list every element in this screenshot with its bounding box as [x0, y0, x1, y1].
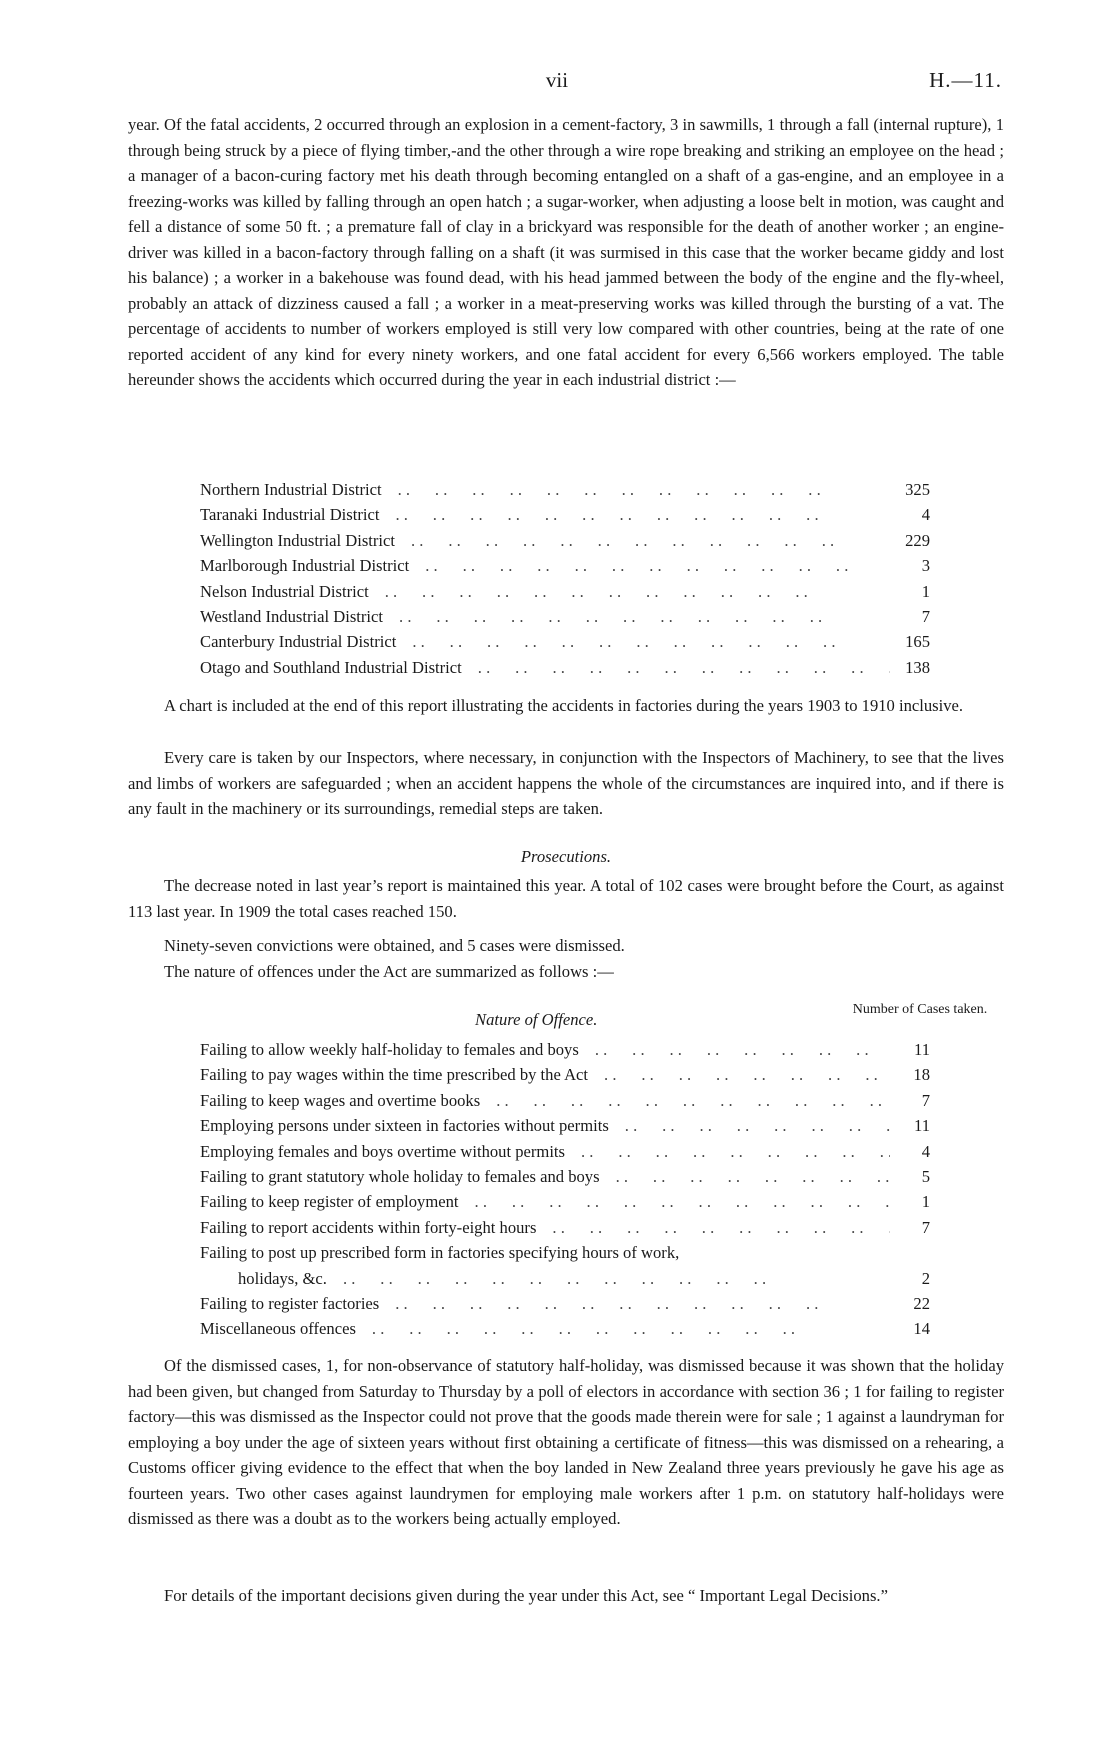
case-count: 22 [913, 1293, 930, 1313]
table-row [200, 1192, 930, 1217]
paragraph-legal-decisions [128, 1583, 1004, 1609]
table-row [200, 632, 930, 657]
prosecutions-heading: Prosecutions. [520, 847, 612, 866]
accident-count: 229 [905, 530, 930, 550]
paragraph-text: For details of the important decisions given during the year under this Act, see “ Important Legal Decisions.” [164, 1586, 888, 1605]
paragraph-text: The nature of offences under the Act are summarized as follows :— [164, 962, 614, 981]
accident-count: 4 [921, 505, 930, 525]
paragraph-text: Ninety-seven convictions were obtained, and 5 cases were dismissed. [164, 936, 625, 955]
district-name: Westland Industrial District [200, 606, 384, 626]
table-row [200, 480, 930, 505]
table-row [200, 582, 930, 607]
accident-count: 3 [921, 556, 930, 576]
district-name: Northern Industrial District [200, 480, 382, 499]
paragraph-text: Every care is taken by our Inspectors, where necessary, in conjunction with the Inspectors of Machinery, to see that the lives and limbs of workers are safeguarded ; when an accident happens the whole of the circumstances are inquired into, and if there is any fault in the machinery or its surroundings, remedial steps are taken. [128, 748, 1004, 818]
paragraph-prosecutions [128, 873, 1004, 924]
offences-table-header [200, 1000, 990, 1040]
paragraph-chart-note [128, 693, 1004, 719]
table-row [200, 1040, 930, 1065]
paragraph-text: Of the dismissed cases, 1, for non-observance of statutory half-holiday, was dismissed because it was shown that the holiday had been given, but changed from Saturday to Thursday by a poll of electors in accordance with section 36 ; 1 for failing to register factory—this was dismissed as the Inspector could not prove that the goods made therein were for sale ; 1 against a laundryman for employing a boy under the age of sixteen years without first obtaining a certificate of fitness—this was dismissed on a rehearing, a Customs officer giving evidence to the effect that when the boy landed in New Zealand three years previously he gave his age as fourteen years. Two other cases against laundrymen for employing male workers after 1 p.m. on statutory half-holidays were dismissed as there was a doubt as to the workers being actually employed. [128, 1356, 1004, 1528]
accident-count: 325 [905, 480, 930, 499]
offence-name: Miscellaneous offences [200, 1319, 356, 1339]
accident-count: 138 [905, 657, 930, 677]
case-count: 7 [921, 1217, 930, 1237]
paragraph-text: A chart is included at the end of this report illustrating the accidents in factories during the years 1903 to 1910 inclusive. [164, 696, 964, 715]
offence-name: Failing to keep wages and overtime books [200, 1090, 481, 1110]
table-row [200, 1091, 930, 1116]
paragraph-text: The decrease noted in last year’s report is maintained this year. A total of 102 cases were brought before the Court, as against 113 last year. In 1909 the total cases reached 150. [128, 876, 1004, 921]
table-row [200, 1116, 930, 1141]
offence-name: Failing to allow weekly half-holiday to females and boys [200, 1040, 579, 1059]
table-row [200, 1218, 930, 1243]
case-count: 7 [921, 1090, 930, 1110]
paragraph-summary-intro [128, 959, 1004, 985]
district-accidents-table [200, 480, 930, 683]
district-name: Otago and Southland Industrial District [200, 657, 462, 677]
offence-name: Failing to keep register of employment [200, 1192, 459, 1212]
accident-count: 165 [905, 632, 930, 652]
offence-name: Employing persons under sixteen in factories without permits [200, 1116, 609, 1136]
column-header-number: Number of Cases taken. [852, 1002, 988, 1017]
table-row-wrapped-line2 [200, 1269, 930, 1294]
case-count: 2 [921, 1268, 930, 1288]
case-count: 11 [914, 1040, 930, 1059]
accident-count: 7 [921, 606, 930, 626]
table-row [200, 505, 930, 530]
document-reference: H.—11. [929, 68, 1002, 92]
district-name: Canterbury Industrial District [200, 632, 397, 652]
offence-name: Failing to grant statutory whole holiday to females and boys [200, 1166, 600, 1186]
offence-name-continued: holidays, &c. [238, 1268, 327, 1288]
paragraph-convictions [128, 933, 1004, 959]
case-count: 5 [921, 1166, 930, 1186]
district-name: Wellington Industrial District [200, 530, 395, 550]
table-row [200, 1319, 930, 1344]
offences-table [200, 1040, 930, 1345]
case-count: 14 [913, 1319, 930, 1339]
paragraph-dismissed-cases [128, 1353, 1004, 1532]
paragraph-inspectors [128, 745, 1004, 822]
table-row [200, 1167, 930, 1192]
paragraph-fatal-accidents [128, 112, 1004, 393]
district-name: Taranaki Industrial District [200, 505, 380, 525]
paragraph-text: year. Of the fatal accidents, 2 occurred through an explosion in a cement-factory, 3 in sawmills, 1 through a fall (internal rupture), 1 through being struck by a piece of flying timber,-and the other through a wire rope breaking and striking an employee on the head ; a manager of a bacon-curing factory met his death through becoming entangled on a shaft of a gas-engine, and an employee in a freezing-works was killed by falling through an open hatch ; a sugar-worker, when adjusting a loose belt in motion, was caught and fell a distance of some 50 ft. ; a premature fall of clay in a brickyard was responsible for the death of another worker ; an engine-driver was killed in a bacon-factory through falling on a shaft (it was surmised in this case that the worker became giddy and lost his balance) ; a worker in a bakehouse was found dead, with his head jammed between the body of the engine and the fly-wheel, probably an attack of dizziness caused a fall ; a worker in a meat-preserving works was killed through the bursting of a vat. The percentage of accidents to number of workers employed is still very low compared with other countries, being at the rate of one reported accident of any kind for every ninety workers, and one fatal accident for every 6,566 workers employed. The table hereunder shows the accidents which occurred during the year in each industrial district :— [128, 115, 1004, 389]
page-number: vii [545, 68, 569, 92]
offence-name: Failing to pay wages within the time prescribed by the Act [200, 1065, 589, 1085]
case-count: 4 [921, 1141, 930, 1161]
table-row [200, 1142, 930, 1167]
case-count: 11 [914, 1116, 930, 1136]
table-row [200, 658, 930, 683]
table-row [200, 607, 930, 632]
table-row [200, 1065, 930, 1090]
column-header-nature: Nature of Offence. [475, 1010, 598, 1029]
district-name: Nelson Industrial District [200, 581, 369, 601]
table-row [200, 1294, 930, 1319]
offence-name: Failing to report accidents within forty-eight hours [200, 1217, 537, 1237]
offence-name: Failing to post up prescribed form in factories specifying hours of work, [200, 1243, 680, 1263]
district-name: Marlborough Industrial District [200, 556, 410, 576]
table-row [200, 556, 930, 581]
offence-name: Employing females and boys overtime without permits [200, 1141, 565, 1161]
table-row [200, 531, 930, 556]
case-count: 18 [913, 1065, 930, 1085]
accident-count: 1 [921, 581, 930, 601]
case-count: 1 [921, 1192, 930, 1212]
table-row-wrapped-line1 [200, 1243, 880, 1268]
offence-name: Failing to register factories [200, 1293, 380, 1313]
